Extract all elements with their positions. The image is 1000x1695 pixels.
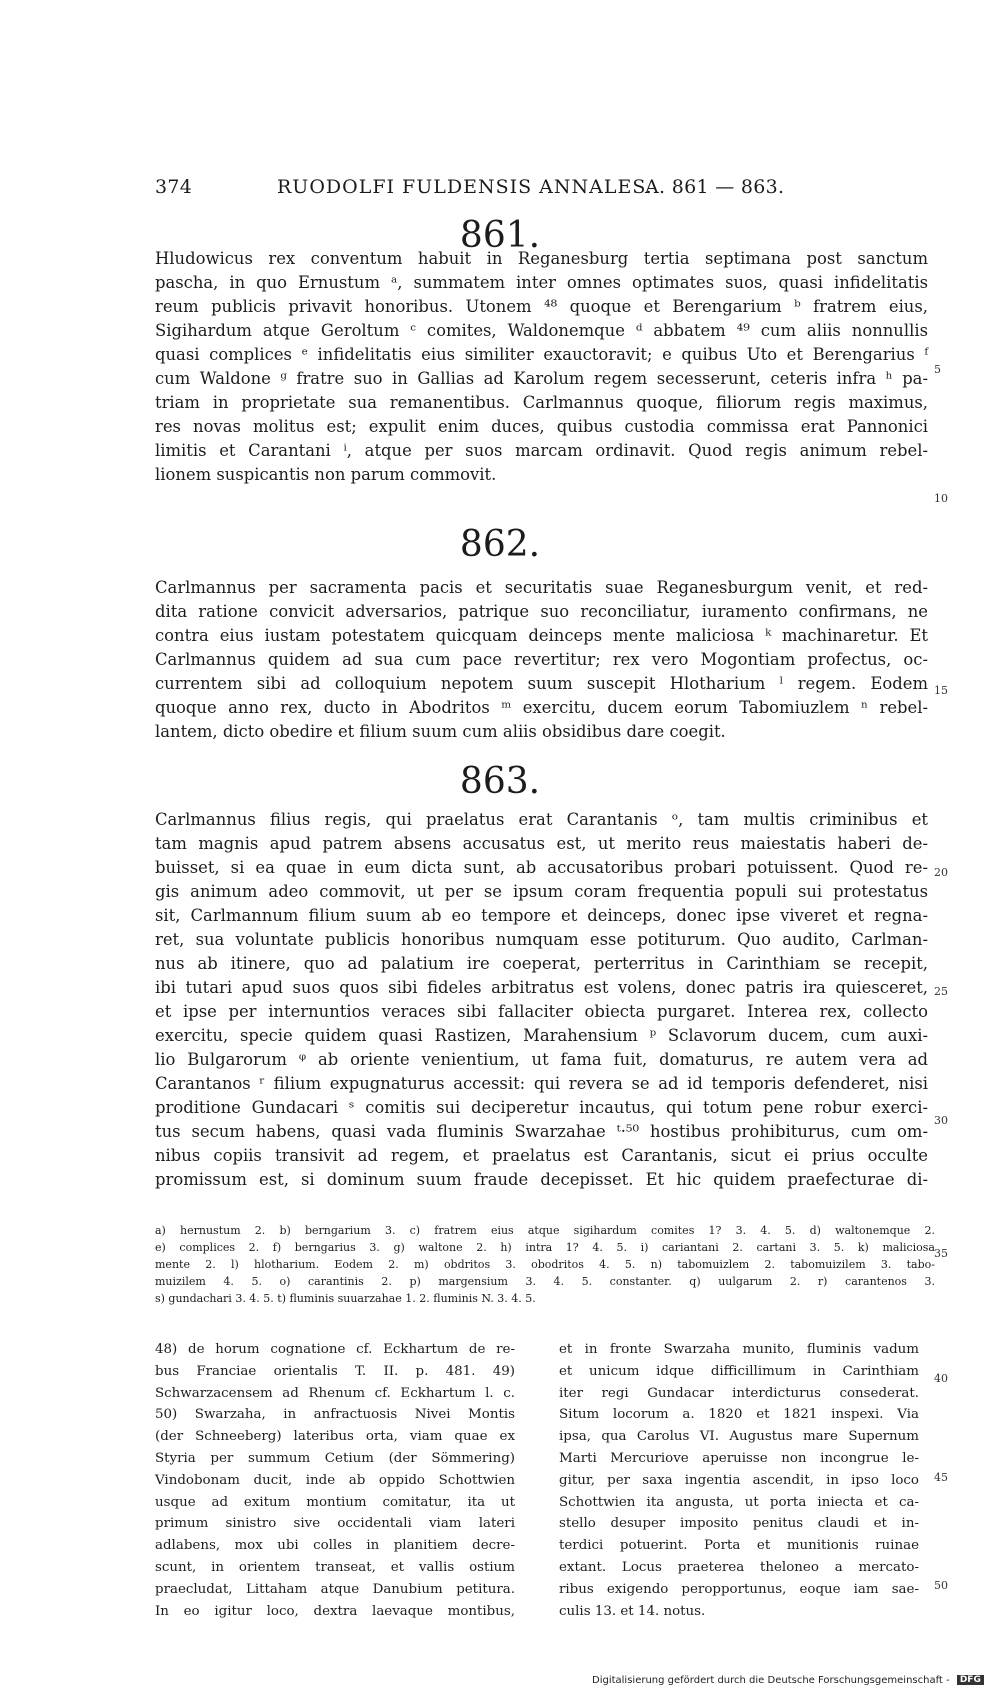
text-line: sit, Carlmannum filium suum ab eo tempore et deinceps, donec ipse viveret et regna- [155, 906, 928, 925]
note-line: terdici potuerint. Porta et munitionis ruinae [559, 1538, 919, 1554]
running-title: RUODOLFI FULDENSIS ANNALES. [277, 176, 653, 198]
note-line: et in fronte Swarzaha munito, fluminis vadum [559, 1342, 919, 1357]
text-line: pascha, in quo Ernustum ᵃ, summatem inter omnes optimates suos, quasi infidelitatis [155, 273, 928, 292]
text-line: Carlmannus quidem ad sua cum pace revertitur; rex vero Mogontiam profectus, oc- [155, 650, 928, 669]
note-line: Styria per summum Cetium (der Sömmering) [155, 1450, 515, 1466]
text-line: reum publicis privavit honoribus. Utonem ⁴⁸ quoque et Berengarium ᵇ fratrem eius, [155, 297, 928, 316]
text-line: Hludowicus rex conventum habuit in Reganesburg tertia septimana post sanctum [155, 249, 928, 268]
credit-text: Digitalisierung gefördert durch die Deutsche Forschungsgemeinschaft - [592, 1675, 950, 1686]
note-line: ribus exigendo peropportunus, eoque iam sae- [559, 1581, 919, 1597]
line-number: 5 [934, 363, 941, 376]
note-line: scunt, in orientem transeat, et vallis ostium [155, 1559, 515, 1575]
text-line: tam magnis apud patrem absens accusatus est, ut merito reus maiestatis haberi de- [155, 834, 928, 853]
note-line: praecludat, Littaham atque Danubium petitura. [155, 1581, 515, 1597]
text-line: contra eius iustam potestatem quicquam deinceps mente maliciosa ᵏ machinaretur. Et [155, 626, 928, 645]
line-number: 40 [934, 1372, 948, 1385]
text-line: proditione Gundacari ˢ comitis sui deciperetur incautus, qui totum pene robur exerci- [155, 1098, 928, 1117]
line-number: 35 [934, 1247, 948, 1260]
text-line: et ipse per internuntios veraces sibi fallaciter obiecta purgaret. Interea rex, collecto [155, 1002, 928, 1021]
text-line: Carlmannus per sacramenta pacis et securitatis suae Reganesburgum venit, et red- [155, 578, 928, 597]
note-line: culis 13. et 14. notus. [559, 1603, 706, 1619]
line-number: 15 [934, 684, 948, 697]
note-line: et unicum idque difficillimum in Carinthiam [559, 1363, 919, 1379]
footnote-line: a) hernustum 2. b) berngarium 3. c) fratrem eius atque sigihardum comites 1? 3. 4. 5. d) waltonemque 2. [155, 1224, 935, 1237]
note-line: Schottwien ita angusta, ut porta iniecta et ca- [559, 1494, 919, 1510]
text-line: lio Bulgarorum ᵠ ab oriente venientium, ut fama fuit, domaturus, re autem vera ad [155, 1050, 928, 1069]
note-line: usque ad exitum montium comitatur, ita ut [155, 1494, 515, 1510]
note-line: extant. Locus praeterea theloneo a mercato- [559, 1559, 919, 1575]
line-number: 20 [934, 866, 948, 879]
text-line: tus secum habens, quasi vada fluminis Swarzahae ᵗ·⁵⁰ hostibus prohibiturus, cum om- [155, 1122, 928, 1141]
text-line: nibus copiis transivit ad regem, et praelatus est Carantanis, sicut ei prius occulte [155, 1146, 928, 1165]
line-number: 25 [934, 985, 948, 998]
entry-861 [155, 247, 928, 487]
text-line: ibi tutari apud suos quos sibi fideles arbitratus est volens, donec patris ira quiesceret, [155, 978, 928, 997]
note-line: Marti Mercuriove aperuisse non incongrue le- [559, 1450, 919, 1466]
text-line: cum Waldone ᵍ fratre suo in Gallias ad Karolum regem secesserunt, ceteris infra ʰ pa- [155, 369, 928, 388]
text-line: Sigihardum atque Geroltum ᶜ comites, Waldonemque ᵈ abbatem ⁴⁹ cum aliis nonnullis [155, 321, 928, 340]
note-line: iter regi Gundacar interdicturus consederat. [559, 1385, 919, 1401]
digitization-credit [592, 1675, 992, 1691]
year-heading-863: 863. [459, 761, 541, 802]
text-line: exercitu, specie quidem quasi Rastizen, Marahensium ᵖ Sclavorum ducem, cum auxi- [155, 1026, 928, 1045]
dfg-logo: DFG [957, 1675, 984, 1685]
text-line: ret, sua voluntate publicis honoribus numquam esse potiturum. Quo audito, Carlman- [155, 930, 928, 949]
note-line: adlabens, mox ubi colles in planitiem decre- [155, 1538, 515, 1554]
text-line: quoque anno rex, ducto in Abodritos ᵐ exercitu, ducem eorum Tabomiuzlem ⁿ rebel- [155, 698, 928, 717]
note-line: gitur, per saxa ingentia ascendit, in ipso loco [559, 1472, 919, 1488]
text-line: Carantanos ʳ filium expugnaturus accessit: qui revera se ad id temporis defenderet, nisi [155, 1074, 928, 1093]
text-line: currentem sibi ad colloquium nepotem suum suscepit Hlotharium ˡ regem. Eodem [155, 674, 928, 693]
note-line: (der Schneeberg) lateribus orta, viam quae ex [155, 1429, 515, 1445]
footnote-line: e) complices 2. f) berngarius 3. g) waltone 2. h) intra 1? 4. 5. i) cariantani 2. cartani 3. 5. k) maliciosa [155, 1241, 935, 1254]
note-line: ipsa, qua Carolus VI. Augustus mare Supernum [559, 1429, 919, 1445]
note-line: 48) de horum cognatione cf. Eckhartum de re- [155, 1342, 515, 1357]
notes-column-right [559, 1339, 919, 1622]
text-line: gis animum adeo commovit, ut per se ipsum coram frequentia populi sui protestatus [155, 882, 928, 901]
line-number: 30 [934, 1114, 948, 1127]
note-line: In eo igitur loco, dextra laevaque montibus, [155, 1603, 515, 1619]
note-line: stello desuper imposito penitus claudi et in- [559, 1516, 919, 1532]
entry-863 [155, 808, 928, 1192]
text-line: quasi complices ᵉ infidelitatis eius similiter exauctoravit; e quibus Uto et Berengarius ᶠ [155, 345, 928, 364]
year-range: A. 861 — 863. [645, 176, 785, 198]
line-number: 45 [934, 1471, 948, 1484]
page-number: 374 [155, 176, 193, 198]
note-line: primum sinistro sive occidentali viam lateri [155, 1516, 515, 1532]
text-line: limitis et Carantani ⁱ, atque per suos marcam ordinavit. Quod regis animum rebel- [155, 441, 928, 460]
text-line: promissum est, si dominum suum fraude decepisset. Et hic quidem praefecturae di- [155, 1170, 928, 1189]
text-line: nus ab itinere, quo ad palatium ire coeperat, perterritus in Carinthiam se recepit, [155, 954, 928, 973]
note-line: Schwarzacensem ad Rhenum cf. Eckhartum l. c. [155, 1385, 515, 1401]
line-number: 50 [934, 1579, 948, 1592]
footnote-line: muizilem 4. 5. o) carantinis 2. p) margensium 3. 4. 5. constanter. q) uulgarum 2. r) carantenos 3. [155, 1275, 935, 1288]
note-line: Vindobonam ducit, inde ab oppido Schottwien [155, 1472, 515, 1488]
footnote-line: s) gundachari 3. 4. 5. t) fluminis suuarzahae 1. 2. fluminis N. 3. 4. 5. [155, 1292, 536, 1305]
year-heading-861: 861. [459, 215, 541, 256]
entry-862 [155, 576, 928, 744]
critical-apparatus [155, 1222, 935, 1307]
line-number: 10 [934, 492, 948, 505]
running-header [155, 176, 795, 200]
text-line: triam in proprietate sua remanentibus. Carlmannus quoque, filiorum regis maximus, [155, 393, 928, 412]
year-heading-862: 862. [459, 524, 541, 565]
text-line: lantem, dicto obedire et filium suum cum aliis obsidibus dare coegit. [155, 722, 726, 741]
text-line: buisset, si ea quae in eum dicta sunt, ab accusatoribus probari potuissent. Quod re- [155, 858, 928, 877]
note-line: 50) Swarzaha, in anfractuosis Nivei Montis [155, 1407, 515, 1423]
text-line: Carlmannus filius regis, qui praelatus erat Carantanis ᵒ, tam multis criminibus et [155, 810, 928, 829]
text-line: dita ratione convicit adversarios, patrique suo reconciliatur, iuramento confirmans, ne [155, 602, 928, 621]
note-line: bus Franciae orientalis T. II. p. 481. 49) [155, 1363, 515, 1379]
text-line: res novas molitus est; expulit enim duces, quibus custodia commissa erat Pannonici [155, 417, 928, 436]
note-line: Situm locorum a. 1820 et 1821 inspexi. Via [559, 1407, 919, 1423]
notes-column-left [155, 1339, 515, 1622]
footnote-line: mente 2. l) hlotharium. Eodem 2. m) obdritos 3. obodritos 4. 5. n) tabomuizlem 2. tabomuizilem 3. tabo- [155, 1258, 935, 1271]
text-line: lionem suspicantis non parum commovit. [155, 465, 497, 484]
